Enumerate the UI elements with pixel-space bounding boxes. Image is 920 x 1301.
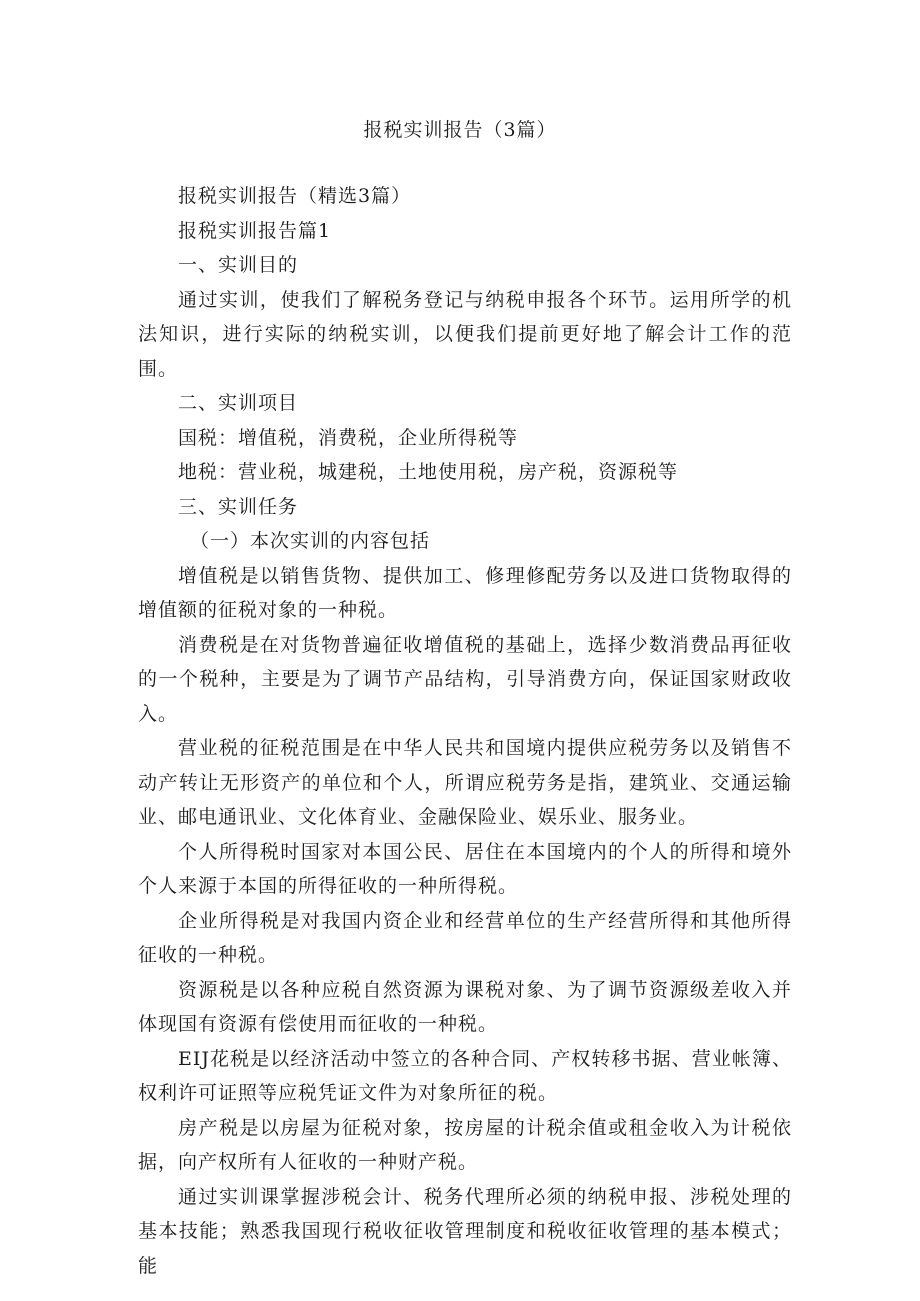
- subsection-heading: （一）本次实训的内容包括: [190, 530, 431, 552]
- paragraph: 企业所得税是对我国内资企业和经营单位的生产经营所得和其他所得征收的一种税。: [138, 909, 792, 966]
- paragraph: 增值税是以销售货物、提供加工、修理修配劳务以及进口货物取得的增值额的征税对象的一种税。: [138, 564, 792, 621]
- paragraph: 资源税是以各种应税自然资源为课税对象、为了调节资源级差收入并体现国有资源有偿使用而征收的一种税。: [138, 978, 792, 1035]
- paragraph: EIJ花税是以经济活动中签立的各种合同、产权转移书据、营业帐簿、权利许可证照等应税凭证文件为对象所征的税。: [138, 1047, 792, 1104]
- document-body: [138, 179, 792, 1283]
- paragraph: 通过实训，使我们了解税务登记与纳税申报各个环节。运用所学的机法知识，进行实际的纳税实训，以便我们提前更好地了解会计工作的范围。: [138, 288, 792, 380]
- paragraph: 房产税是以房屋为征税对象，按房屋的计税余值或租金收入为计税依据，向产权所有人征收的一种财产税。: [138, 1116, 792, 1173]
- document-title: 报税实训报告（3篇）: [363, 119, 557, 141]
- paragraph: 营业税的征税范围是在中华人民共和国境内提供应税劳务以及销售不动产转让无形资产的单位和个人，所谓应税劳务是指，建筑业、交通运输业、邮电通讯业、文化体育业、金融保险业、娱乐业、服务业。: [138, 737, 792, 828]
- paragraph: 报税实训报告篇1: [178, 219, 332, 242]
- paragraph: 国税：增值税，消费税，企业所得税等: [178, 426, 519, 449]
- paragraph: 消费税是在对货物普遍征收增值税的基础上，选择少数消费品再征收的一个税种，主要是为了调节产品结构，引导消费方向，保证国家财政收入。: [138, 633, 792, 725]
- paragraph: 地税：营业税，城建税，土地使用税，房产税，资源税等: [178, 461, 679, 483]
- paragraph: 报税实训报告（精选3篇）: [178, 185, 412, 207]
- section-heading: 三、实训任务: [178, 495, 299, 518]
- paragraph: 个人所得税时国家对本国公民、居住在本国境内的个人的所得和境外个人来源于本国的所得征收的一种所得税。: [138, 840, 792, 897]
- section-heading: 二、实训项目: [178, 392, 299, 414]
- section-heading: 一、实训目的: [178, 254, 299, 276]
- paragraph: 通过实训课掌握涉税会计、税务代理所必须的纳税申报、涉税处理的基本技能；熟悉我国现行税收征收管理制度和税收征收管理的基本模式；能: [138, 1185, 792, 1277]
